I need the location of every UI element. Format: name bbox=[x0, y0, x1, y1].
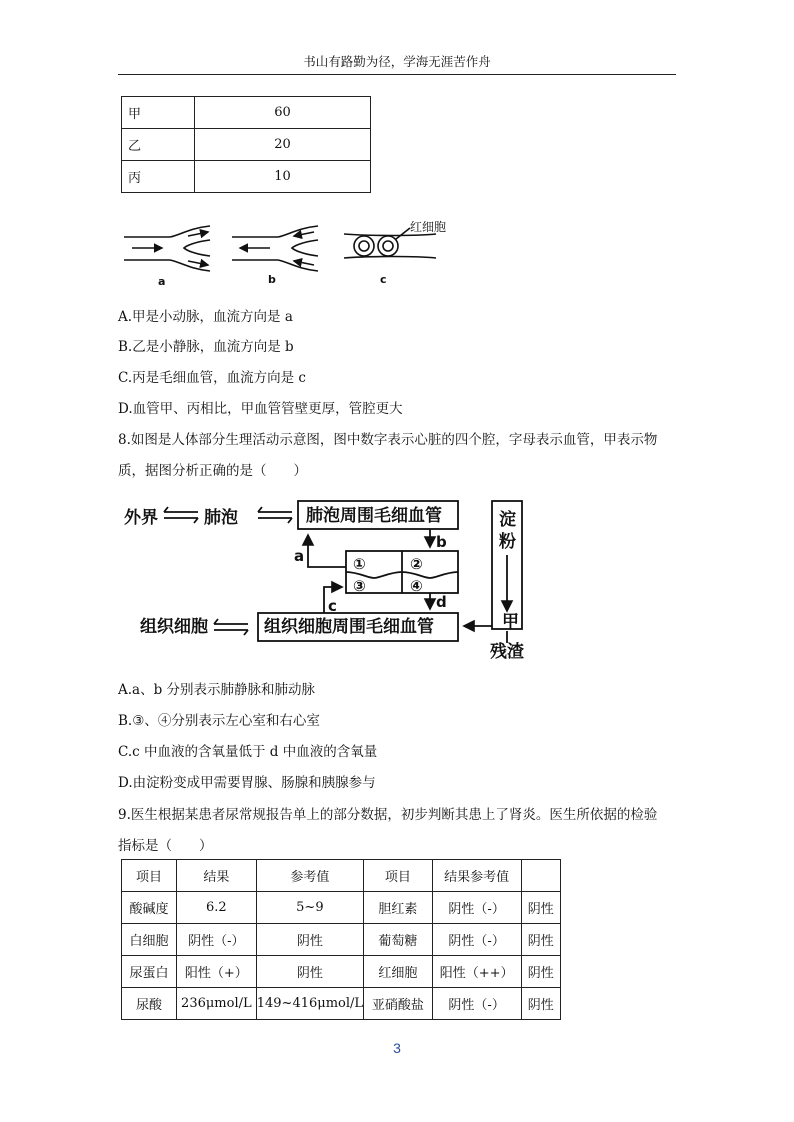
vessel-table bbox=[121, 96, 371, 193]
outside-label: 外界 bbox=[124, 508, 158, 528]
table-row bbox=[122, 924, 561, 956]
alveolar-capillary-label: 肺泡周围毛细血管 bbox=[306, 506, 442, 526]
table-cell: 149~416μmol/L bbox=[256, 988, 363, 1020]
q9-stem-line1: 9.医生根据某患者尿常规报告单上的部分数据，初步判断其患上了肾炎。医生所依据的检验 bbox=[118, 807, 658, 823]
table-header-row bbox=[122, 860, 561, 892]
jia-label: 甲 bbox=[502, 612, 519, 632]
table-row bbox=[122, 988, 561, 1020]
vessel-c-label: c bbox=[380, 273, 387, 286]
q8-option-b: B.③、④分别表示左心室和右心室 bbox=[118, 713, 320, 729]
red-blood-cell-label: 红细胞 bbox=[410, 220, 447, 234]
table-cell: 6.2 bbox=[176, 892, 256, 924]
table-header-cell bbox=[521, 860, 560, 892]
table-cell: 阴性 bbox=[521, 988, 560, 1020]
table-row bbox=[122, 956, 561, 988]
physiology-diagram bbox=[118, 495, 538, 667]
table-cell: 60 bbox=[195, 97, 371, 129]
vessel-letter-d: d bbox=[436, 593, 447, 611]
chamber-1: ① bbox=[353, 555, 366, 573]
table-cell: 红细胞 bbox=[364, 956, 433, 988]
vessel-b-label: b bbox=[268, 273, 276, 286]
table-header-cell: 项目 bbox=[122, 860, 177, 892]
q8-option-a: A.a、b 分别表示肺静脉和肺动脉 bbox=[118, 682, 316, 698]
starch-label-1: 淀 bbox=[499, 510, 516, 530]
table-cell: 5~9 bbox=[256, 892, 363, 924]
table-cell: 阴性 bbox=[521, 892, 560, 924]
table-row bbox=[122, 129, 371, 161]
table-cell: 甲 bbox=[122, 97, 195, 129]
chamber-2: ② bbox=[410, 555, 423, 573]
vessel-letter-c: c bbox=[328, 597, 337, 615]
table-cell: 阴性 bbox=[521, 924, 560, 956]
page-number: 3 bbox=[393, 1040, 401, 1056]
q7-option-a: A.甲是小动脉，血流方向是 a bbox=[118, 309, 293, 325]
q7-option-c: C.丙是毛细血管，血流方向是 c bbox=[118, 370, 306, 386]
table-cell: 阴性（-） bbox=[176, 924, 256, 956]
table-cell: 酸碱度 bbox=[122, 892, 177, 924]
vessel-figure bbox=[118, 212, 458, 290]
vessel-letter-b: b bbox=[436, 533, 447, 551]
q9-stem-line2: 指标是（ ） bbox=[118, 838, 213, 854]
table-cell: 20 bbox=[195, 129, 371, 161]
table-cell: 胆红素 bbox=[364, 892, 433, 924]
table-row bbox=[122, 97, 371, 129]
table-cell: 阴性（-） bbox=[432, 988, 521, 1020]
vessel-a-label: a bbox=[158, 275, 166, 288]
table-header-cell: 结果参考值 bbox=[432, 860, 521, 892]
table-cell: 乙 bbox=[122, 129, 195, 161]
table-cell: 尿酸 bbox=[122, 988, 177, 1020]
header-motto: 书山有路勤为径，学海无涯苦作舟 bbox=[303, 54, 491, 69]
q7-option-d: D.血管甲、丙相比，甲血管管壁更厚，管腔更大 bbox=[118, 401, 403, 417]
table-header-cell: 结果 bbox=[176, 860, 256, 892]
vessel-a-diagram bbox=[124, 226, 210, 271]
table-header-cell: 项目 bbox=[364, 860, 433, 892]
table-cell: 阳性（+） bbox=[176, 956, 256, 988]
chamber-3: ③ bbox=[353, 577, 366, 595]
q8-option-d: D.由淀粉变成甲需要胃腺、肠腺和胰腺参与 bbox=[118, 775, 376, 791]
vessel-b-diagram bbox=[232, 226, 318, 271]
table-cell: 阴性（-） bbox=[432, 892, 521, 924]
q8-stem-line1: 8.如图是人体部分生理活动示意图，图中数字表示心脏的四个腔，字母表示血管，甲表示物 bbox=[118, 432, 658, 448]
tissue-cell-label: 组织细胞 bbox=[140, 617, 208, 637]
table-row bbox=[122, 892, 561, 924]
table-cell: 丙 bbox=[122, 161, 195, 193]
table-cell: 236μmol/L bbox=[176, 988, 256, 1020]
table-cell: 尿蛋白 bbox=[122, 956, 177, 988]
chamber-4: ④ bbox=[410, 577, 423, 595]
q7-option-b: B.乙是小静脉，血流方向是 b bbox=[118, 339, 294, 355]
header-rule bbox=[118, 74, 676, 75]
table-cell: 10 bbox=[195, 161, 371, 193]
residue-label: 残渣 bbox=[490, 642, 524, 662]
table-cell: 亚硝酸盐 bbox=[364, 988, 433, 1020]
q8-stem-line2: 质，据图分析正确的是（ ） bbox=[118, 463, 307, 479]
table-cell: 白细胞 bbox=[122, 924, 177, 956]
urine-report-table bbox=[121, 859, 561, 1020]
q8-option-c: C.c 中血液的含氧量低于 d 中血液的含氧量 bbox=[118, 744, 378, 760]
table-cell: 阴性 bbox=[256, 956, 363, 988]
table-cell: 阳性（++） bbox=[432, 956, 521, 988]
starch-label-2: 粉 bbox=[499, 532, 516, 552]
table-cell: 阴性（-） bbox=[432, 924, 521, 956]
table-cell: 阴性 bbox=[521, 956, 560, 988]
vessel-letter-a: a bbox=[294, 547, 305, 565]
table-header-cell: 参考值 bbox=[256, 860, 363, 892]
alveoli-label: 肺泡 bbox=[204, 508, 238, 528]
table-cell: 葡萄糖 bbox=[364, 924, 433, 956]
table-cell: 阴性 bbox=[256, 924, 363, 956]
table-row bbox=[122, 161, 371, 193]
tissue-capillary-label: 组织细胞周围毛细血管 bbox=[264, 617, 434, 637]
